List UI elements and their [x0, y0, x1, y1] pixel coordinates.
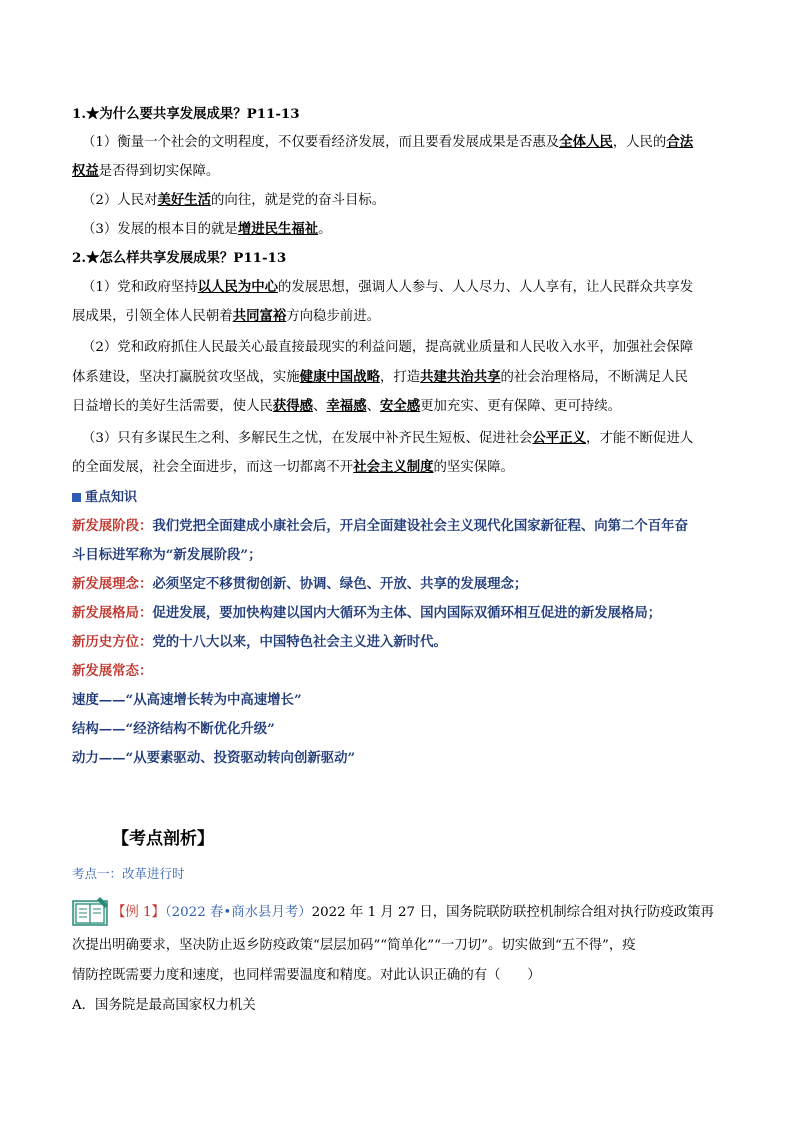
example-1-line-3: 情防控既需要力度和速度，也同样需要温度和精度。对此认识正确的有（ ） — [72, 968, 541, 983]
q2-paragraph-3-cont: 的全面发展，社会全面进步，而这一切都离不开社会主义制度的坚实保障。 — [72, 459, 514, 475]
speed-line: 速度——“从高速增长转为中高速增长” — [72, 692, 302, 708]
q1-paragraph-1: （1）衡量一个社会的文明程度，不仅要看经济发展，而且要看发展成果是否惠及全体人民，人民的合法 — [82, 134, 694, 150]
analysis-title: 【考点剖析】 — [112, 829, 214, 849]
example-1-line-2: 次提出明确要求，坚决防止返乡防疫政策“层层加码”“简单化”“一刀切”。切实做到“五不得”，疫 — [72, 938, 636, 953]
q1-paragraph-2: （2）人民对美好生活的向往，就是党的奋斗目标。 — [82, 192, 386, 208]
q1-paragraph-3: （3）发展的根本目的就是增进民生福祉。 — [82, 221, 332, 237]
q1-paragraph-1-cont: 权益是否得到切实保障。 — [72, 163, 220, 179]
new-idea-line: 新发展理念：必须坚定不移贯彻创新、协调、绿色、开放、共享的发展理念； — [72, 576, 528, 592]
q2-paragraph-2-cont: 体系建设，坚决打赢脱贫攻坚战，实施健康中国战略，打造共建共治共享的社会治理格局，不断满足人民 — [72, 369, 688, 385]
q2-paragraph-1-cont: 展成果，引领全体人民朝着共同富裕方向稳步前进。 — [72, 308, 380, 324]
q2-paragraph-2-cont2: 日益增长的美好生活需要，使人民获得感、幸福感、安全感更加充实、更有保障、更可持续。 — [72, 398, 622, 414]
question-2-title: 2.★怎么样共享发展成果？P11-13 — [72, 250, 287, 266]
q2-paragraph-3: （3）只有多谋民生之利、多解民生之忧，在发展中补齐民生短板、促进社会公平正义，才能不断促进人 — [82, 430, 694, 446]
new-pattern-line: 新发展格局：促进发展，要加快构建以国内大循环为主体、国内国际双循环相互促进的新发展格局； — [72, 605, 662, 621]
option-a[interactable]: A．国务院是最高国家权力机关 — [72, 998, 256, 1013]
key-knowledge-heading: 重点知识 — [72, 486, 137, 505]
new-normal-label: 新发展常态： — [72, 663, 153, 679]
new-history-line: 新历史方位：党的十八大以来，中国特色社会主义进入新时代。 — [72, 634, 447, 650]
power-line: 动力——“从要素驱动、投资驱动转向创新驱动” — [72, 750, 356, 766]
question-1-title: 1.★为什么要共享发展成果？P11-13 — [72, 106, 300, 122]
q2-paragraph-1: （1）党和政府坚持以人民为中心的发展思想，强调人人参与、人人尽力、人人享有，让人民群众共享发 — [82, 279, 694, 295]
point-heading: 考点一：改革进行时 — [72, 866, 185, 881]
square-bullet-icon — [72, 493, 81, 502]
q2-paragraph-2: （2）党和政府抓住人民最关心最直接最现实的利益问题，提高就业质量和人民收入水平，加强社会保障 — [82, 340, 694, 355]
book-icon — [72, 895, 110, 927]
new-stage-line: 新发展阶段：我们党把全面建成小康社会后，开启全面建设社会主义现代化国家新征程、向第二个百年奋 — [72, 518, 688, 534]
example-1-line: 【例 1】（2022 春•商水县月考）2022 年 1 月 27 日，国务院联防联控机制综合组对执行防疫政策再 — [112, 905, 714, 920]
structure-line: 结构——“经济结构不断优化升级” — [72, 721, 275, 737]
new-stage-line-cont: 斗目标进军称为“新发展阶段”； — [72, 547, 262, 563]
